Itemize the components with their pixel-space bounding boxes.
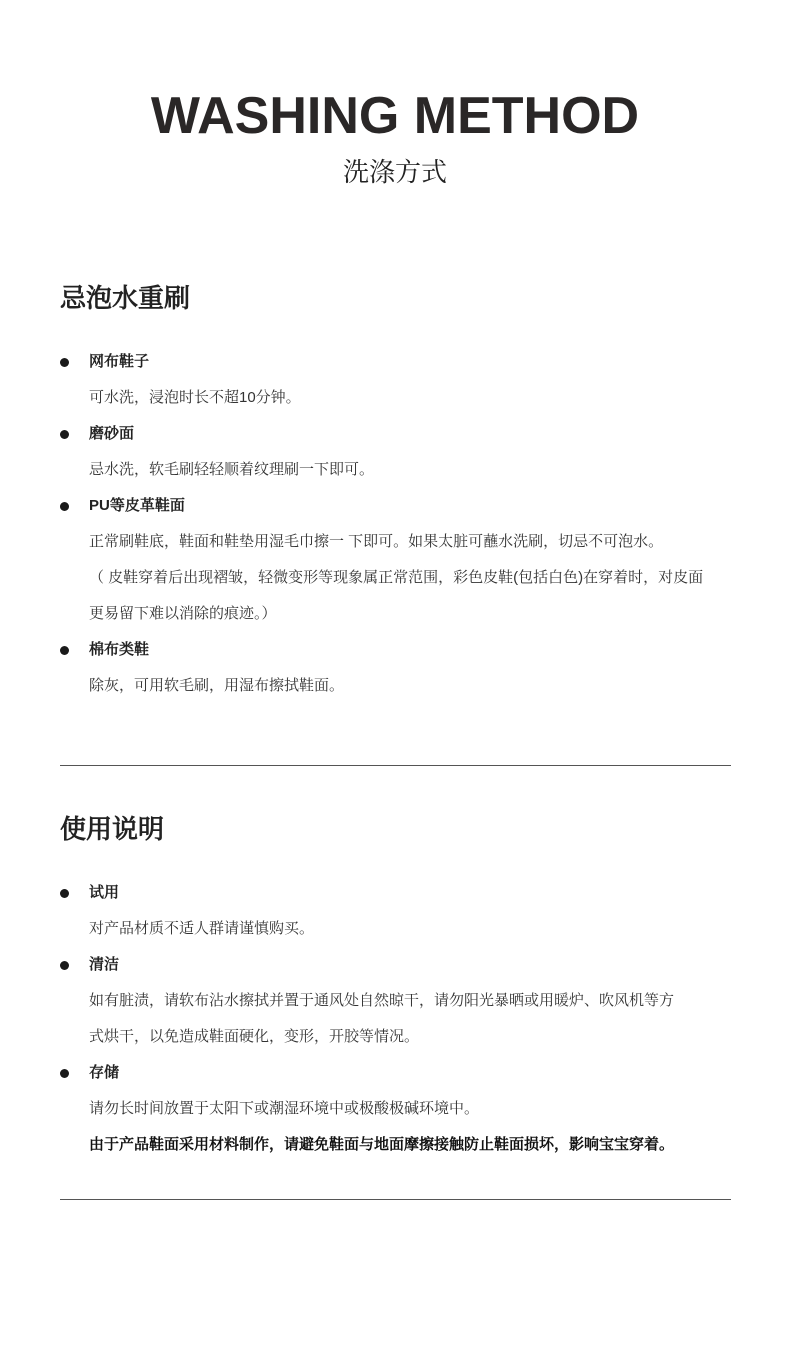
list-item: [60, 1062, 732, 1156]
list-item: [60, 882, 732, 940]
item-title: 棉布类鞋: [89, 641, 150, 658]
item-title: 清洁: [89, 956, 120, 973]
item-text: 可水洗，浸泡时长不超10分钟。: [89, 389, 301, 406]
list-item: [60, 639, 732, 697]
list-item: [60, 423, 732, 481]
item-text: 如有脏渍，请软布沾水擦拭并置于通风处自然晾干，请勿阳光暴晒或用暖炉、吹风机等方: [89, 992, 675, 1009]
item-title: 网布鞋子: [89, 353, 150, 370]
bullet-icon: [60, 889, 69, 898]
bullet-icon: [60, 646, 69, 655]
usage-heading: 使用说明: [60, 814, 165, 844]
bullet-icon: [60, 1069, 69, 1078]
washing-section: [60, 281, 732, 697]
washing-list: [60, 351, 732, 697]
bullet-icon: [60, 358, 69, 367]
list-item: [60, 495, 732, 625]
item-title: 磨砂面: [89, 425, 135, 442]
list-item: [60, 351, 732, 409]
item-text: （ 皮鞋穿着后出现褶皱，轻微变形等现象属正常范围，彩色皮鞋(包括白色)在穿着时，对皮面: [89, 569, 704, 586]
section-divider: [60, 765, 731, 766]
page-title: WASHING METHOD: [150, 87, 640, 145]
page-subtitle: 洗涤方式: [342, 157, 447, 187]
item-text: 正常刷鞋底，鞋面和鞋垫用湿毛巾擦一 下即可。如果太脏可蘸水洗刷，切忌不可泡水。: [89, 533, 664, 550]
section-divider: [60, 1199, 731, 1200]
washing-heading: 忌泡水重刷: [60, 283, 191, 313]
item-text: 式烘干，以免造成鞋面硬化，变形，开胶等情况。: [89, 1028, 420, 1045]
usage-section: [60, 812, 732, 1156]
usage-list: [60, 882, 732, 1156]
item-title: 存储: [89, 1064, 120, 1081]
care-note: 由于产品鞋面采用材料制作，请避免鞋面与地面摩擦接触防止鞋面损坏，影响宝宝穿着。: [89, 1136, 675, 1153]
item-title: PU等皮革鞋面: [89, 497, 185, 514]
item-text: 忌水洗，软毛刷轻轻顺着纹理刷一下即可。: [89, 461, 375, 478]
bullet-icon: [60, 502, 69, 511]
item-text: 除灰，可用软毛刷，用湿布擦拭鞋面。: [89, 677, 345, 694]
item-text: 对产品材质不适人群请谨慎购买。: [89, 920, 315, 937]
bullet-icon: [60, 961, 69, 970]
item-title: 试用: [89, 884, 120, 901]
bullet-icon: [60, 430, 69, 439]
list-item: [60, 954, 732, 1048]
item-text: 更易留下难以消除的痕迹。）: [89, 605, 277, 622]
item-text: 请勿长时间放置于太阳下或潮湿环境中或极酸极碱环境中。: [89, 1100, 480, 1117]
